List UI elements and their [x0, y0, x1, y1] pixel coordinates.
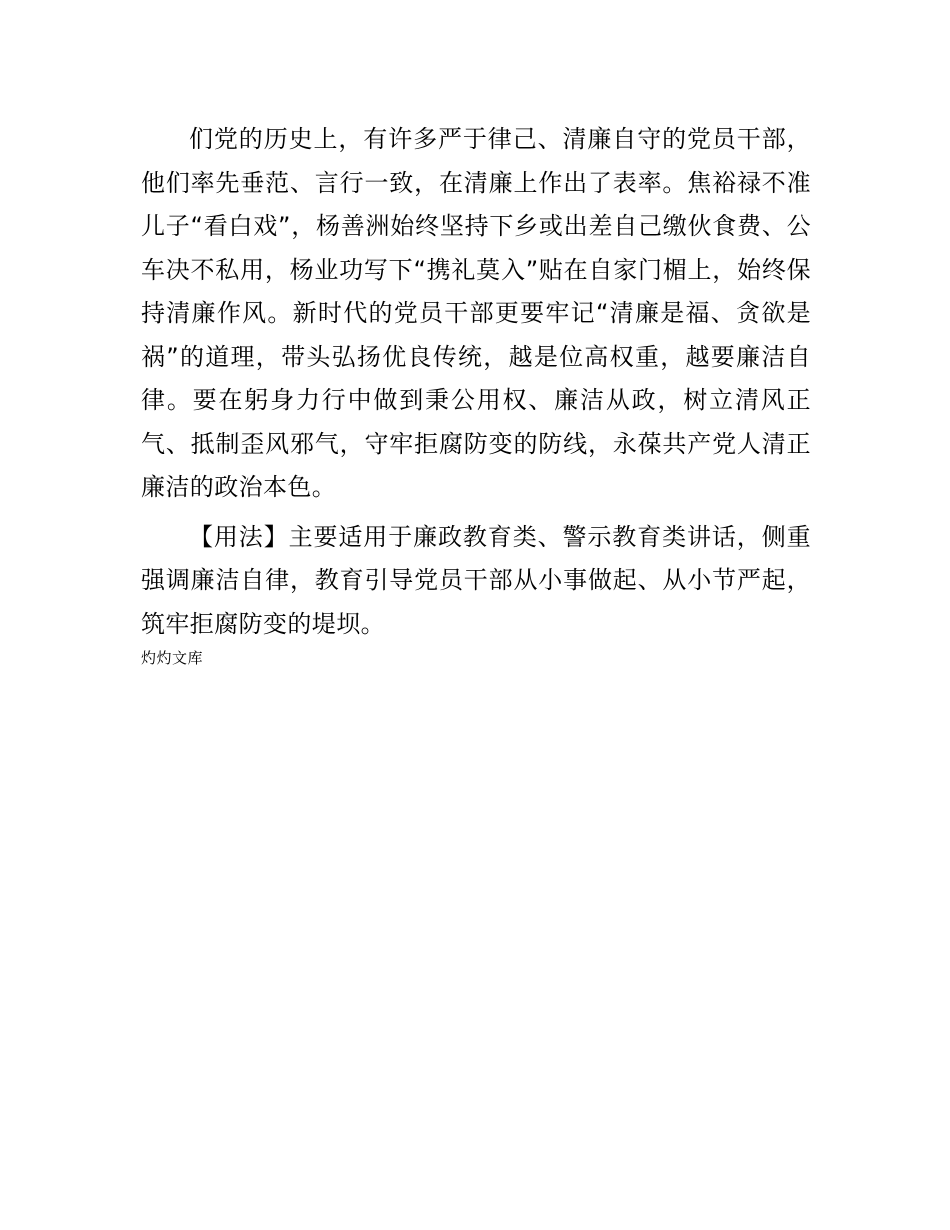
source-label: 灼灼文库: [141, 649, 204, 667]
body-paragraph-1: 们党的历史上，有许多严于律己、清廉自守的党员干部，他们率先垂范、言行一致，在清廉上作出了表率。焦裕禄不准儿子“看白戏”，杨善洲始终坚持下乡或出差自己缴伙食费、公车决不私用，杨业功写下“携礼莫入”贴在自家门楣上，始终保持清廉作风。新时代的党员干部更要牢记“清廉是福、贪欲是祸”的道理，带头弘扬优良传统，越是位高权重，越要廉洁自律。要在躬身力行中做到秉公用权、廉洁从政，树立清风正气、抵制歪风邪气，守牢拒腐防变的防线，永葆共产党人清正廉洁的政治本色。: [141, 125, 811, 501]
document-body: [141, 118, 811, 668]
body-paragraph-2: 【用法】主要适用于廉政教育类、警示教育类讲话，侧重强调廉洁自律，教育引导党员干部从小事做起、从小节严起，筑牢拒腐防变的堤坝。: [141, 522, 811, 638]
